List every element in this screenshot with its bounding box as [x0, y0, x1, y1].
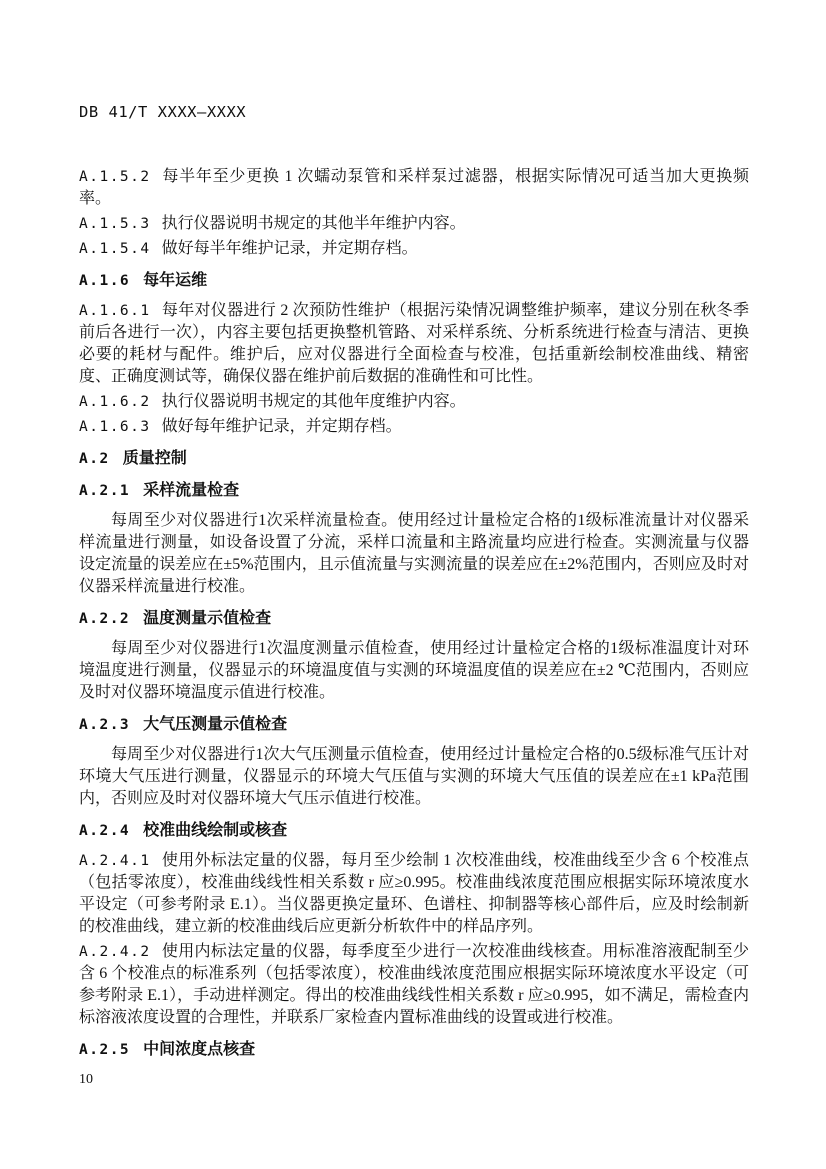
heading-number: A.1.6: [79, 273, 131, 289]
clause-number: A.1.6.2: [79, 394, 151, 410]
heading-a-2-4: [79, 820, 749, 842]
clause-a-1-5-4: [79, 238, 749, 260]
heading-title: 大气压测量示值检查: [143, 716, 288, 733]
heading-title: 温度测量示值检查: [143, 610, 272, 627]
page-number: 10: [79, 1072, 93, 1087]
heading-title: 质量控制: [122, 450, 187, 467]
clause-number: A.1.5.3: [79, 216, 151, 232]
clause-text: 做好每年维护记录，并定期存档。: [161, 418, 402, 435]
paragraph-sampling-flow-check: 每周至少对仪器进行1次采样流量检查。使用经过计量检定合格的1级标准流量计对仪器采样流量进行测量，如设备设置了分流，采样口流量和主路流量均应进行检查。实测流量与仪器设定流量的误差应在±5%范围内，且示值流量与实测流量的误差应在±2%范围内，否则应及时对仪器采样流量进行校准。: [79, 512, 749, 595]
paragraph-pressure-check: 每周至少对仪器进行1次大气压测量示值检查，使用经过计量检定合格的0.5级标准气压计对环境大气压进行测量，仪器显示的环境大气压值与实测的环境大气压值的误差应在±1 kPa范围内，否则应及时对仪器环境大气压示值进行校准。: [79, 746, 749, 807]
paragraph-temperature-check: 每周至少对仪器进行1次温度测量示值检查，使用经过计量检定合格的1级标准温度计对环境温度进行测量，仪器显示的环境温度值与实测的环境温度值的误差应在±2 ℃范围内，否则应及时对仪器环境温度示值进行校准。: [79, 640, 749, 701]
heading-a-2-3: [79, 714, 749, 736]
clause-text: 使用外标法定量的仪器，每月至少绘制 1 次校准曲线，校准曲线至少含 6 个校准点（包括零浓度），校准曲线线性相关系数 r 应≥0.995。校准曲线浓度范围应根据实际环境浓度水平设定（可参考附录 E.1）。当仪器更换定量环、色谱柱、抑制器等核心部件后，应及时绘制新的校准曲线，建立新的校准曲线后应更新分析软件中的样品序列。: [79, 852, 749, 935]
heading-title: 中间浓度点核查: [143, 1041, 256, 1058]
heading-title: 校准曲线绘制或核查: [143, 822, 288, 839]
heading-a-2-2: [79, 608, 749, 630]
clause-number: A.1.6.1: [79, 303, 151, 319]
clause-text: 每半年至少更换 1 次蠕动泵管和采样泵过滤器，根据实际情况可适当加大更换频率。: [79, 168, 749, 207]
clause-text: 使用内标法定量的仪器，每季度至少进行一次校准曲线核查。用标准溶液配制至少含 6 个校准点的标准系列（包括零浓度），校准曲线浓度范围应根据实际环境浓度水平设定（可参考附录 E.1），手动进样测定。得出的校准曲线线性相关系数 r 应≥0.995，如不满足，需检查内标溶液浓度设置的合理性，并联系厂家检查内置标准曲线的设置或进行校准。: [79, 943, 749, 1026]
heading-number: A.2.3: [79, 717, 131, 733]
clause-a-1-6-2: [79, 391, 749, 413]
heading-number: A.2: [79, 451, 110, 467]
heading-a-1-6: [79, 270, 749, 292]
heading-number: A.2.4: [79, 823, 131, 839]
clause-number: A.1.5.4: [79, 241, 151, 257]
clause-a-1-6-3: [79, 416, 749, 438]
heading-title: 每年运维: [143, 272, 208, 289]
clause-number: A.2.4.2: [79, 944, 151, 960]
heading-number: A.2.5: [79, 1042, 131, 1058]
heading-number: A.2.1: [79, 483, 131, 499]
standard-number-header: DB 41/T XXXX—XXXX: [79, 103, 247, 121]
clause-a-1-5-2: [79, 166, 749, 210]
clause-number: A.1.5.2: [79, 169, 151, 185]
clause-text: 每年对仪器进行 2 次预防性维护（根据污染情况调整维护频率，建议分别在秋冬季前后各进行一次），内容主要包括更换整机管路、对采样系统、分析系统进行检查与清洁、更换必要的耗材与配件。维护后，应对仪器进行全面检查与校准，包括重新绘制校准曲线、精密度、正确度测试等，确保仪器在维护前后数据的准确性和可比性。: [79, 302, 749, 385]
heading-number: A.2.2: [79, 611, 131, 627]
clause-a-1-6-1: [79, 300, 749, 388]
document-content: [79, 166, 749, 1069]
heading-title: 采样流量检查: [143, 482, 240, 499]
clause-number: A.2.4.1: [79, 853, 151, 869]
clause-a-2-4-2: [79, 941, 749, 1029]
clause-text: 执行仪器说明书规定的其他年度维护内容。: [161, 393, 466, 410]
clause-text: 做好每半年维护记录，并定期存档。: [161, 240, 418, 257]
clause-a-1-5-3: [79, 213, 749, 235]
clause-number: A.1.6.3: [79, 419, 151, 435]
clause-text: 执行仪器说明书规定的其他半年维护内容。: [161, 215, 466, 232]
clause-a-2-4-1: [79, 850, 749, 938]
heading-a-2: [79, 448, 749, 470]
heading-a-2-1: [79, 480, 749, 502]
heading-a-2-5: [79, 1039, 749, 1061]
